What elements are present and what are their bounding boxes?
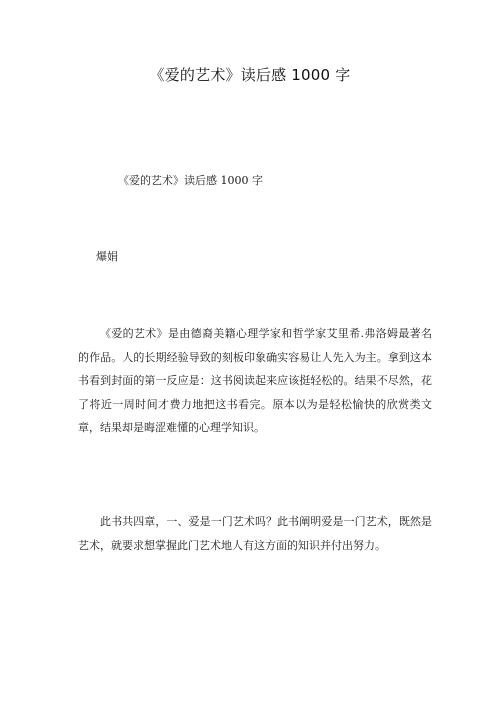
paragraph-1: 《爱的艺术》是由德裔美籍心理学家和哲学家艾里希.弗洛姆最著名的作品。人的长期经验导致的刻板印象确实容易让人先入为主。拿到这本书看到封面的第一反应是：这书阅读起来应该挺轻松的。结果不尽然，花了将近一周时间才费力地把这书看完。原本以为是轻松愉快的欣赏类文章，结果却是晦涩难懂的心理学知识。 [78,327,432,434]
document-subtitle: 《爱的艺术》读后感 1000 字 [118,174,263,187]
document-title: 《爱的艺术》读后感 1000 字 [149,66,351,84]
paragraph-2: 此书共四章，一、爱是一门艺术吗？此书阐明爱是一门艺术，既然是艺术，就要求想掌握此门艺术地人有这方面的知识并付出努力。 [78,515,432,552]
author-name: 爆娟 [96,250,118,263]
